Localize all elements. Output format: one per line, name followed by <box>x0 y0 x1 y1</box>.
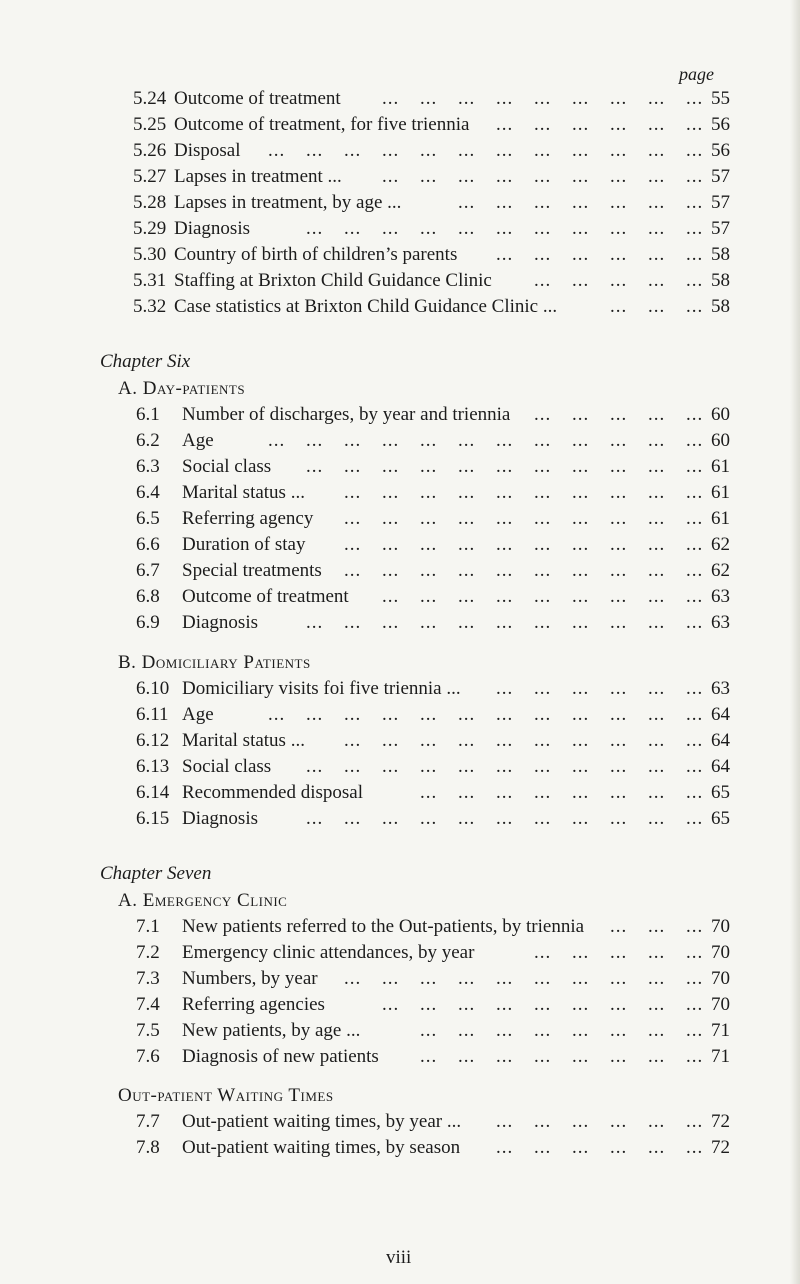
toc-entry: 7.8 Out-patient waiting times, by season ... ... ... ... ... ... 72 <box>0 1135 790 1161</box>
toc-entry-title: Number of discharges, by year and triennia <box>182 404 511 425</box>
toc-entry-number: 6.12 <box>136 730 170 751</box>
toc-entry-title: New patients referred to the Out-patients, by triennia <box>182 916 585 937</box>
toc-entry: 5.24 Outcome of treatment ... ... ... ... ... ... ... ... ... 55 <box>0 86 790 112</box>
toc-entry: 6.13 Social class ... ... ... ... ... ... ... ... ... ... ... 64 <box>0 754 790 780</box>
toc-entry-page: 64 <box>711 756 730 777</box>
toc-entry-page: 72 <box>711 1111 730 1132</box>
toc-entry-page: 57 <box>711 192 730 213</box>
toc-entry-number: 6.7 <box>136 560 160 581</box>
toc-entry-page: 61 <box>711 456 730 477</box>
toc-entry: 5.29 Diagnosis ... ... ... ... ... ... ... ... ... ... ... 57 <box>0 216 790 242</box>
toc-entry-page: 63 <box>711 586 730 607</box>
toc-entry-title: Age <box>182 704 214 725</box>
toc-entry: 7.1 New patients referred to the Out-patients, by triennia ... ... ... 70 <box>0 914 790 940</box>
toc-entry-page: 63 <box>711 678 730 699</box>
page-column-label: page <box>679 64 714 84</box>
toc-entry-page: 70 <box>711 942 730 963</box>
toc-entry-number: 7.1 <box>136 916 160 937</box>
toc-entry-title: Case statistics at Brixton Child Guidance Clinic ... <box>174 296 558 317</box>
toc-entry-title: Diagnosis <box>182 612 258 633</box>
toc-entry-page: 62 <box>711 534 730 555</box>
toc-entry: 6.11 Age ... ... ... ... ... ... ... ... ... ... ... ... 64 <box>0 702 790 728</box>
toc-entry-title: Diagnosis <box>182 808 258 829</box>
toc-entry-title: Referring agencies <box>182 994 325 1015</box>
toc-entry: 6.10 Domiciliary visits foi five triennia ... ... ... ... ... ... ... 63 <box>0 676 790 702</box>
toc-entry-page: 58 <box>711 296 730 317</box>
toc-entry: 7.3 Numbers, by year ... ... ... ... ... ... ... ... ... ... 70 <box>0 966 790 992</box>
toc-entry-number: 6.10 <box>136 678 170 699</box>
toc-entry-title: Referring agency <box>182 508 314 529</box>
section-heading: B. Domiciliary Patients <box>118 652 311 673</box>
toc-entry-number: 7.5 <box>136 1020 160 1041</box>
toc-entry-title: Domiciliary visits foi five triennia ... <box>182 678 461 699</box>
toc-entry-page: 65 <box>711 808 730 829</box>
toc-entry-number: 5.30 <box>133 244 167 265</box>
toc-entry: 6.14 Recommended disposal ... ... ... ... ... ... ... ... 65 <box>0 780 790 806</box>
toc-entry-title: Staffing at Brixton Child Guidance Clinic <box>174 270 492 291</box>
toc-entry-page: 57 <box>711 218 730 239</box>
toc-entry: 6.9 Diagnosis ... ... ... ... ... ... ... ... ... ... ... 63 <box>0 610 790 636</box>
toc-entry: 6.4 Marital status ... ... ... ... ... ... ... ... ... ... ... 61 <box>0 480 790 506</box>
toc-entry-title: Marital status ... <box>182 482 305 503</box>
toc-entry-title: Diagnosis of new patients <box>182 1046 379 1067</box>
toc-entry-number: 6.15 <box>136 808 170 829</box>
toc-entry-title: Out-patient waiting times, by season <box>182 1137 461 1158</box>
toc-entry-number: 6.2 <box>136 430 160 451</box>
toc-entry: 7.5 New patients, by age ... ... ... ... ... ... ... ... ... 71 <box>0 1018 790 1044</box>
toc-entry: 5.28 Lapses in treatment, by age ... ... ... ... ... ... ... ... 57 <box>0 190 790 216</box>
toc-entry-title: Marital status ... <box>182 730 305 751</box>
toc-entry-page: 63 <box>711 612 730 633</box>
toc-entry-number: 5.27 <box>133 166 167 187</box>
toc-entry-number: 7.4 <box>136 994 160 1015</box>
toc-entry-page: 60 <box>711 404 730 425</box>
toc-entry-number: 5.32 <box>133 296 167 317</box>
toc-entry-title: Outcome of treatment <box>174 88 341 109</box>
toc-entry: 6.5 Referring agency ... ... ... ... ... ... ... ... ... ... 61 <box>0 506 790 532</box>
toc-entry: 7.7 Out-patient waiting times, by year ... ... ... ... ... ... ... 72 <box>0 1109 790 1135</box>
toc-entry-title: Special treatments <box>182 560 322 581</box>
toc-entry-number: 6.6 <box>136 534 160 555</box>
toc-entry: 6.7 Special treatments ... ... ... ... ... ... ... ... ... ... 62 <box>0 558 790 584</box>
toc-entry-number: 5.29 <box>133 218 167 239</box>
toc-entry: 5.31 Staffing at Brixton Child Guidance Clinic ... ... ... ... ... 58 <box>0 268 790 294</box>
toc-entry-page: 58 <box>711 270 730 291</box>
toc-entry: 6.15 Diagnosis ... ... ... ... ... ... ... ... ... ... ... 65 <box>0 806 790 832</box>
toc-entry-title: Age <box>182 430 214 451</box>
toc-entry-page: 64 <box>711 704 730 725</box>
toc-entry: 6.8 Outcome of treatment ... ... ... ... ... ... ... ... ... 63 <box>0 584 790 610</box>
toc-entry-title: Lapses in treatment, by age ... <box>174 192 402 213</box>
toc-entry-number: 5.24 <box>133 88 167 109</box>
chapter-heading: Chapter Six <box>100 351 191 372</box>
toc-entry-title: New patients, by age ... <box>182 1020 361 1041</box>
toc-entry-number: 7.3 <box>136 968 160 989</box>
toc-entry-page: 65 <box>711 782 730 803</box>
toc-entry-title: Social class <box>182 456 272 477</box>
toc-entry-number: 7.2 <box>136 942 160 963</box>
toc-entry: 6.1 Number of discharges, by year and triennia ... ... ... ... ... 60 <box>0 402 790 428</box>
toc-entry-page: 55 <box>711 88 730 109</box>
toc-entry-number: 6.4 <box>136 482 160 503</box>
toc-entry-title: Numbers, by year <box>182 968 318 989</box>
toc-entry-page: 71 <box>711 1020 730 1041</box>
toc-entry-page: 57 <box>711 166 730 187</box>
section-heading: A. Emergency Clinic <box>118 890 288 911</box>
toc-entry-number: 6.3 <box>136 456 160 477</box>
toc-entry: 7.6 Diagnosis of new patients ... ... ... ... ... ... ... ... 71 <box>0 1044 790 1070</box>
toc-entry-page: 56 <box>711 114 730 135</box>
section-heading: Out-patient Waiting Times <box>118 1085 334 1106</box>
toc-entry-page: 70 <box>711 994 730 1015</box>
toc-entry: 5.27 Lapses in treatment ... ... ... ... ... ... ... ... ... ... 57 <box>0 164 790 190</box>
toc-entry: 6.3 Social class ... ... ... ... ... ... ... ... ... ... ... 61 <box>0 454 790 480</box>
toc-entry-page: 58 <box>711 244 730 265</box>
toc-entry-title: Country of birth of children’s parents <box>174 244 458 265</box>
toc-entry-page: 60 <box>711 430 730 451</box>
toc-entry-number: 5.28 <box>133 192 167 213</box>
toc-entry-title: Recommended disposal <box>182 782 363 803</box>
toc-entry-number: 6.14 <box>136 782 170 803</box>
toc-entry-number: 5.31 <box>133 270 167 291</box>
toc-entry-number: 5.25 <box>133 114 167 135</box>
toc-entry: 6.12 Marital status ... ... ... ... ... ... ... ... ... ... ... 64 <box>0 728 790 754</box>
toc-entry: 5.26 Disposal ... ... ... ... ... ... ... ... ... ... ... ... 56 <box>0 138 790 164</box>
toc-entry: 5.32 Case statistics at Brixton Child Guidance Clinic ... ... ... ... 58 <box>0 294 790 320</box>
toc-entry-number: 6.11 <box>136 704 169 725</box>
toc-entry: 6.6 Duration of stay ... ... ... ... ... ... ... ... ... ... 62 <box>0 532 790 558</box>
toc-entry-page: 62 <box>711 560 730 581</box>
toc-entry-number: 5.26 <box>133 140 167 161</box>
toc-entry-number: 6.9 <box>136 612 160 633</box>
chapter-heading: Chapter Seven <box>100 863 212 884</box>
toc-entry-page: 71 <box>711 1046 730 1067</box>
toc-entry-page: 61 <box>711 482 730 503</box>
toc-entry-title: Disposal <box>174 140 241 161</box>
toc-entry-title: Outcome of treatment, for five triennia <box>174 114 470 135</box>
toc-entry-number: 6.1 <box>136 404 160 425</box>
toc-entry-page: 56 <box>711 140 730 161</box>
section-heading: A. Day-patients <box>118 378 246 399</box>
toc-entry: 7.4 Referring agencies ... ... ... ... ... ... ... ... ... 70 <box>0 992 790 1018</box>
toc-entry-page: 70 <box>711 916 730 937</box>
toc-entry-title: Duration of stay <box>182 534 306 555</box>
toc-entry-title: Lapses in treatment ... <box>174 166 342 187</box>
toc-entry-number: 6.5 <box>136 508 160 529</box>
toc-entry: 6.2 Age ... ... ... ... ... ... ... ... ... ... ... ... 60 <box>0 428 790 454</box>
toc-entry-title: Out-patient waiting times, by year ... <box>182 1111 462 1132</box>
toc-entry-title: Social class <box>182 756 272 777</box>
toc-entry-page: 72 <box>711 1137 730 1158</box>
toc-entry-number: 7.6 <box>136 1046 160 1067</box>
toc-entry-number: 6.13 <box>136 756 170 777</box>
toc-entry-page: 61 <box>711 508 730 529</box>
toc-entry-number: 7.8 <box>136 1137 160 1158</box>
toc-entry-title: Outcome of treatment <box>182 586 349 607</box>
toc-entry-title: Emergency clinic attendances, by year <box>182 942 475 963</box>
toc-entry: 7.2 Emergency clinic attendances, by year ... ... ... ... ... 70 <box>0 940 790 966</box>
page-number-footer: viii <box>386 1247 412 1268</box>
toc-entry-title: Diagnosis <box>174 218 250 239</box>
toc-entry-page: 64 <box>711 730 730 751</box>
page-edge <box>790 0 800 1284</box>
toc-entry: 5.25 Outcome of treatment, for five triennia ... ... ... ... ... ... 56 <box>0 112 790 138</box>
toc-entry-number: 7.7 <box>136 1111 160 1132</box>
toc-entry-page: 70 <box>711 968 730 989</box>
toc-entry: 5.30 Country of birth of children’s parents ... ... ... ... ... ... 58 <box>0 242 790 268</box>
toc-entry-number: 6.8 <box>136 586 160 607</box>
